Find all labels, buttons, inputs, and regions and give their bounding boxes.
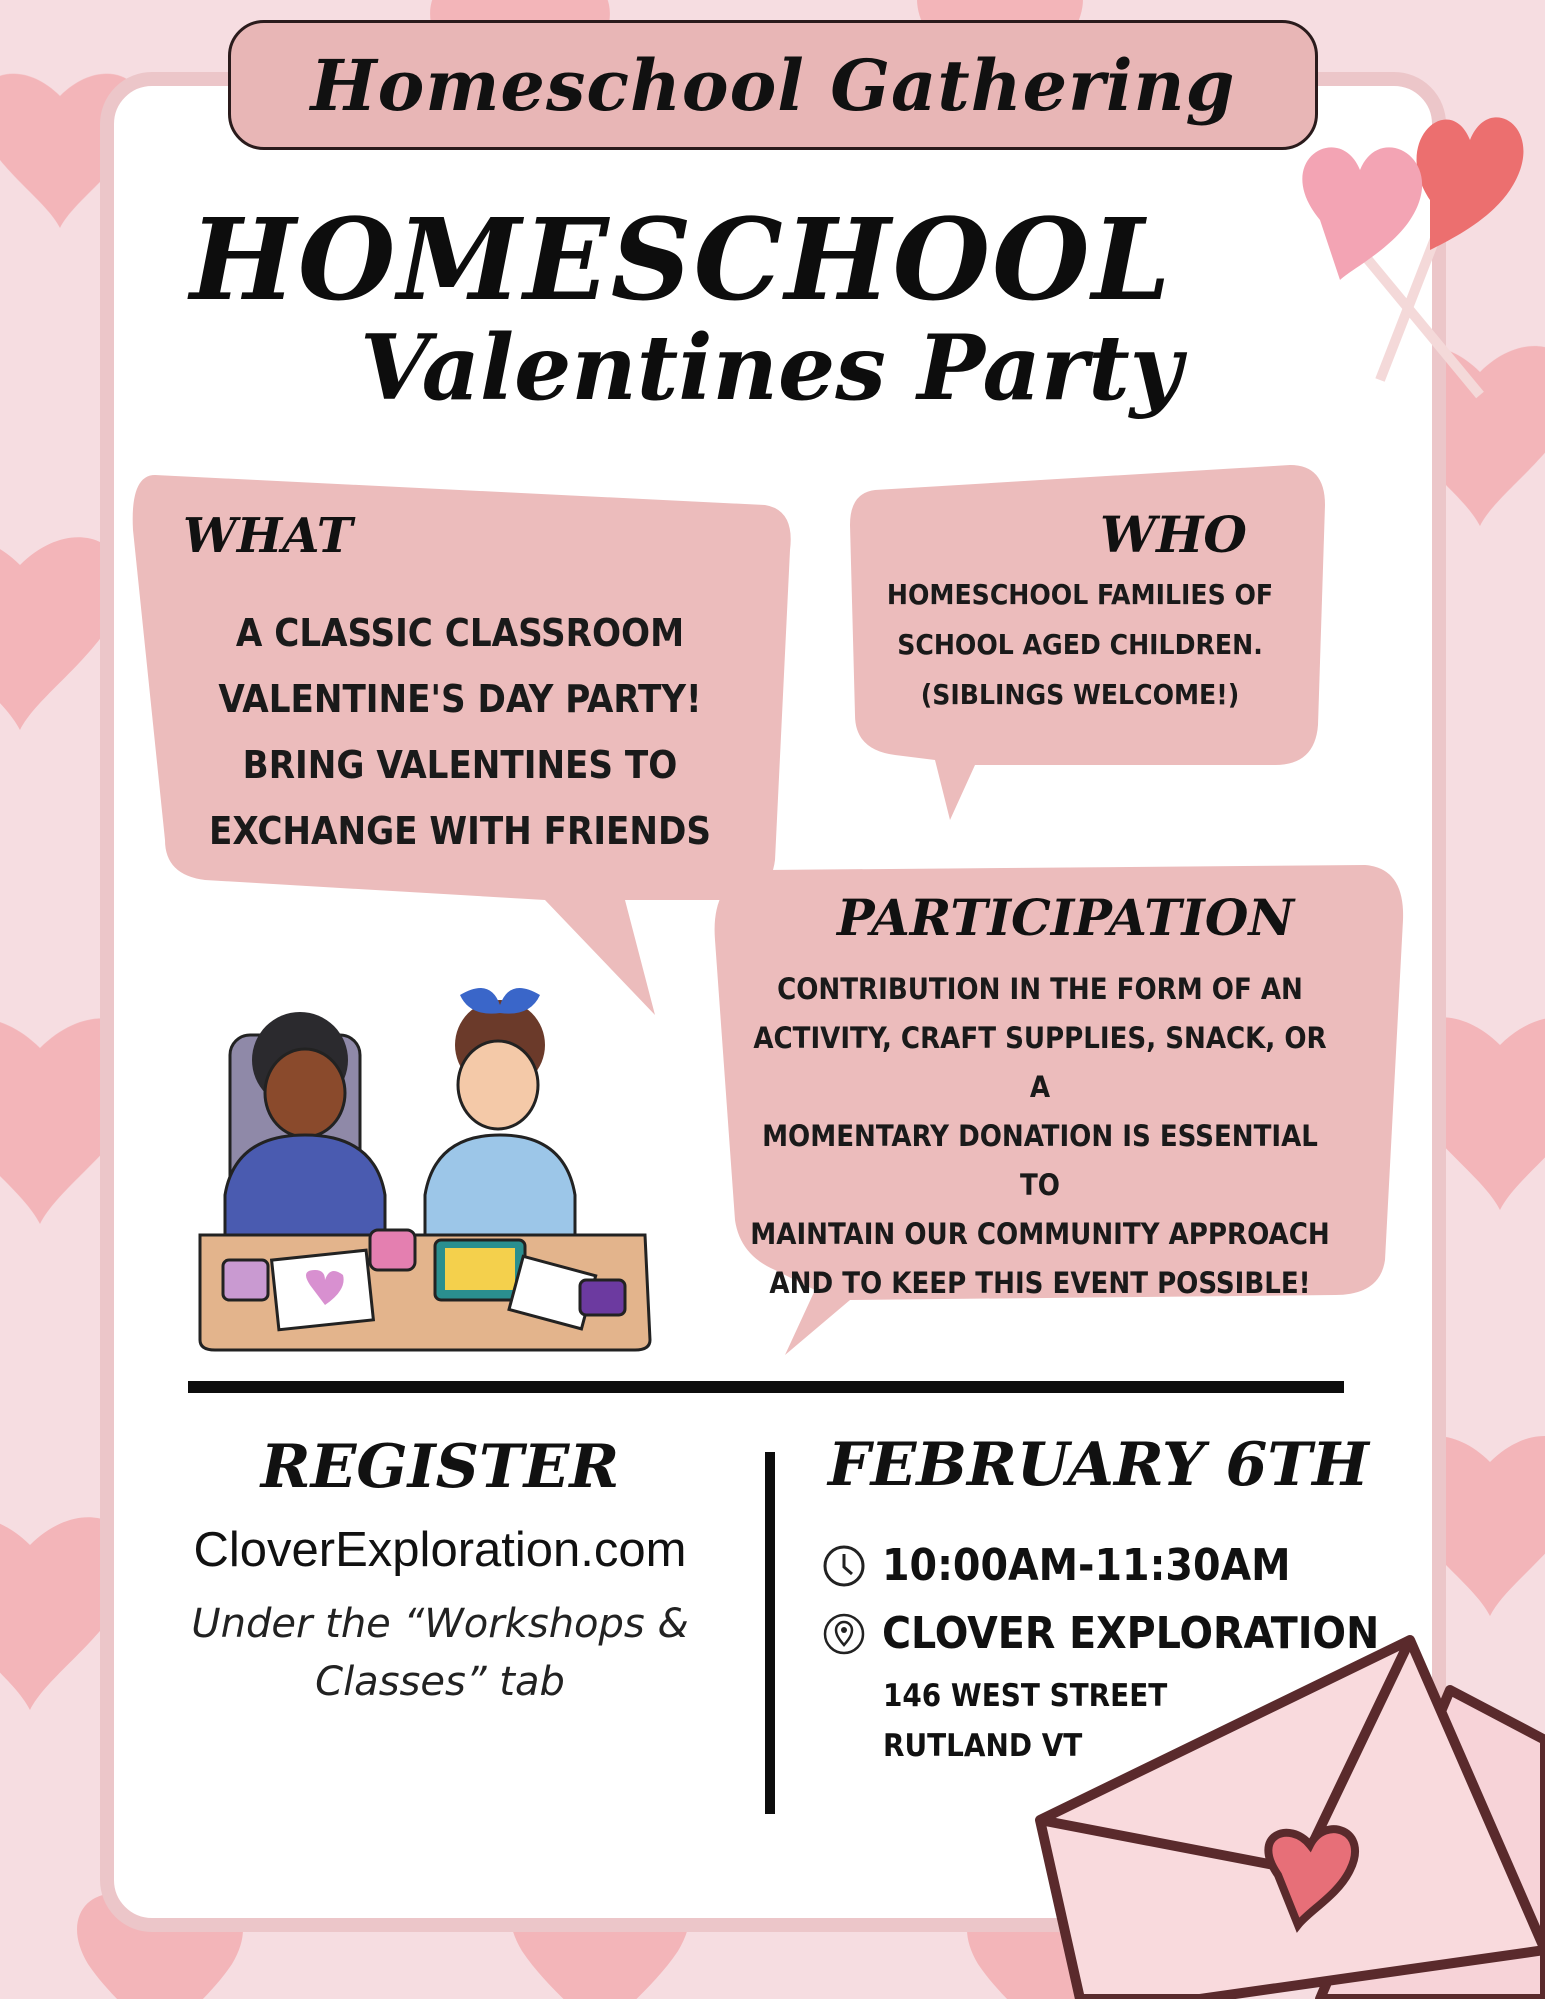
main-title-line1: HOMESCHOOL (190, 195, 1173, 326)
register-note (150, 1595, 730, 1711)
event-venue: CLOVER EXPLORATION (882, 1608, 1380, 1659)
kids-crafting-illustration (195, 985, 655, 1355)
participation-line: MOMENTARY DONATION IS ESSENTIAL TO (762, 1119, 1318, 1202)
event-date: FEBRUARY 6TH (828, 1430, 1369, 1500)
participation-text (740, 965, 1340, 1308)
map-pin-icon (822, 1612, 866, 1656)
what-line: VALENTINE'S DAY PARTY! (218, 677, 702, 721)
what-line: BRING VALENTINES TO (242, 743, 678, 787)
what-heading: WHAT (183, 508, 353, 564)
participation-line: MAINTAIN OUR COMMUNITY APPROACH (750, 1217, 1330, 1251)
register-heading: REGISTER (260, 1432, 620, 1502)
vertical-divider (765, 1452, 775, 1814)
participation-line: CONTRIBUTION IN THE FORM OF AN (777, 972, 1303, 1006)
what-line: A CLASSIC CLASSROOM (235, 611, 685, 655)
who-heading: WHO (1100, 505, 1247, 564)
what-text (180, 600, 740, 864)
what-line: EXCHANGE WITH FRIENDS (208, 809, 712, 853)
participation-line: AND TO KEEP THIS EVENT POSSIBLE! (769, 1266, 1311, 1300)
who-text (870, 570, 1290, 720)
envelope-icon (1020, 1620, 1545, 1999)
who-line: HOMESCHOOL FAMILIES OF (886, 578, 1274, 611)
event-street: 146 WEST STREET (883, 1678, 1168, 1714)
event-time-row (822, 1540, 1291, 1591)
participation-line: ACTIVITY, CRAFT SUPPLIES, SNACK, OR A (753, 1021, 1327, 1104)
register-website-link[interactable]: CloverExploration.com (193, 1523, 687, 1577)
top-title-pill (228, 20, 1318, 150)
horizontal-divider (188, 1381, 1344, 1393)
clock-icon (822, 1544, 866, 1588)
event-city: RUTLAND VT (883, 1728, 1083, 1764)
register-note-line: Under the “Workshops & (191, 1601, 689, 1647)
participation-heading: PARTICIPATION (837, 888, 1295, 947)
who-line: SCHOOL AGED CHILDREN. (897, 628, 1263, 661)
main-title-line2: Valentines Party (360, 315, 1183, 421)
register-note-line: Classes” tab (315, 1659, 565, 1705)
pill-title: Homeschool Gathering (310, 43, 1236, 127)
event-time: 10:00AM-11:30AM (882, 1540, 1291, 1591)
who-line: (SIBLINGS WELCOME!) (920, 678, 1240, 711)
